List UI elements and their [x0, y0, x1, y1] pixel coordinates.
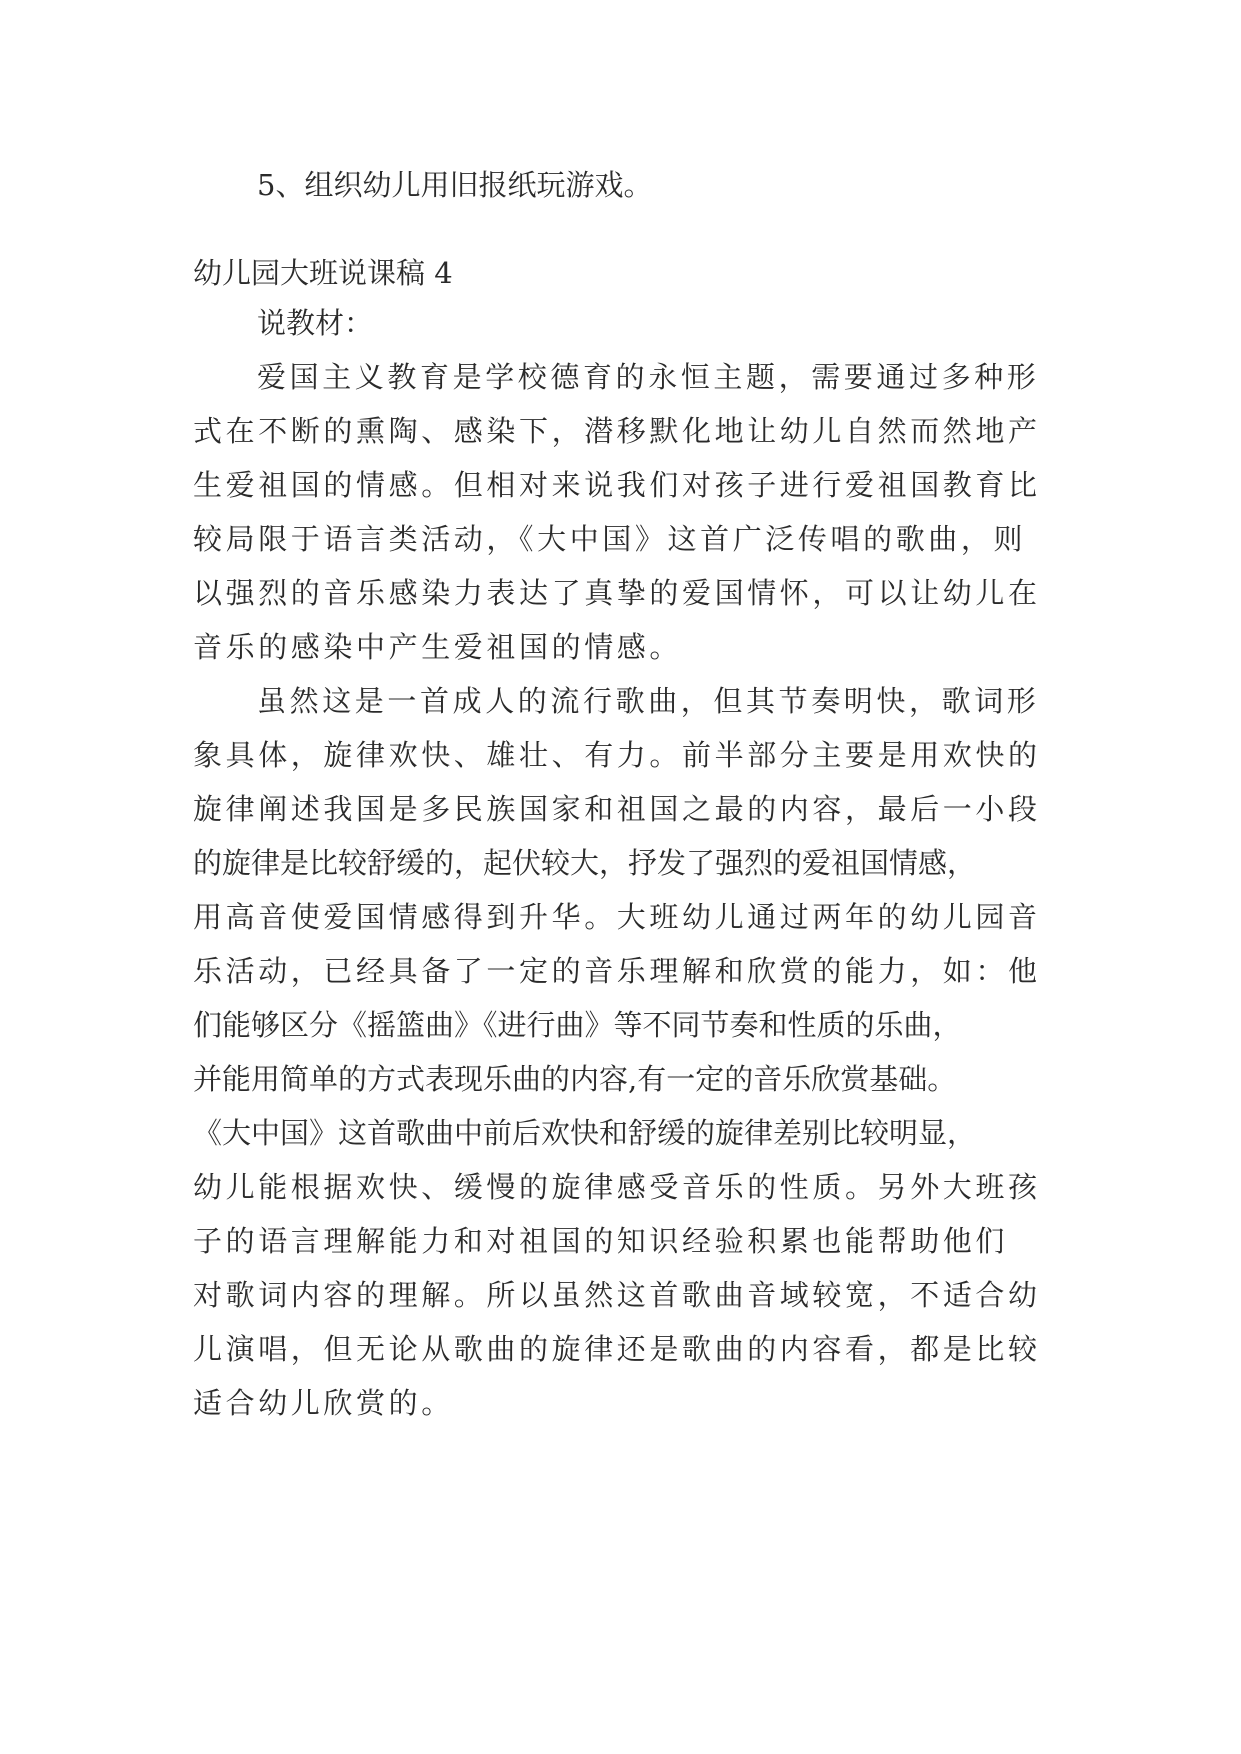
- paragraph-line: 爱国主义教育是学校德育的永恒主题，需要通过多种形: [257, 360, 1040, 394]
- paragraph-line: 《大中国》这首歌曲中前后欢快和舒缓的旋律差别比较明显，: [193, 1116, 977, 1150]
- paragraph-line: 子的语言理解能力和对祖国的知识经验积累也能帮助他们: [193, 1224, 1009, 1258]
- paragraph-line: 的旋律是比较舒缓的，起伏较大，抒发了强烈的爱祖国情感，: [193, 846, 977, 880]
- paragraph-line: 虽然这是一首成人的流行歌曲，但其节奏明快，歌词形: [257, 684, 1040, 718]
- paragraph-line: 乐活动，已经具备了一定的音乐理解和欣赏的能力，如：他: [193, 954, 1041, 988]
- paragraph-line: 旋律阐述我国是多民族国家和祖国之最的内容，最后一小段: [193, 792, 1041, 826]
- paragraph-line: 式在不断的熏陶、感染下，潜移默化地让幼儿自然而然地产: [193, 414, 1041, 448]
- paragraph-line: 幼儿能根据欢快、缓慢的旋律感受音乐的性质。另外大班孩: [193, 1170, 1041, 1204]
- paragraph-line: 较局限于语言类活动，《大中国》这首广泛传唱的歌曲，则: [193, 522, 1027, 556]
- paragraph-line: 们能够区分《摇篮曲》《进行曲》等不同节奏和性质的乐曲，: [193, 1008, 962, 1042]
- subheading-teaching-material: 说教材：: [257, 306, 374, 340]
- paragraph-line: 以强烈的音乐感染力表达了真挚的爱国情怀，可以让幼儿在: [193, 576, 1041, 610]
- paragraph-line: 生爱祖国的情感。但相对来说我们对孩子进行爱祖国教育比: [193, 468, 1041, 502]
- paragraph-line: 用高音使爱国情感得到升华。大班幼儿通过两年的幼儿园音: [193, 900, 1041, 934]
- list-item-5: 5、组织幼儿用旧报纸玩游戏。: [257, 168, 653, 202]
- paragraph-line: 并能用简单的方式表现乐曲的内容,有一定的音乐欣赏基础。: [193, 1062, 957, 1096]
- paragraph-line: 象具体，旋律欢快、雄壮、有力。前半部分主要是用欢快的: [193, 738, 1041, 772]
- paragraph-line: 音乐的感染中产生爱祖国的情感。: [193, 630, 683, 664]
- paragraph-line: 适合幼儿欣赏的。: [193, 1386, 454, 1420]
- section-title: 幼儿园大班说课稿 4: [193, 256, 453, 290]
- paragraph-line: 对歌词内容的理解。所以虽然这首歌曲音域较宽，不适合幼: [193, 1278, 1041, 1312]
- paragraph-line: 儿演唱，但无论从歌曲的旋律还是歌曲的内容看，都是比较: [193, 1332, 1041, 1366]
